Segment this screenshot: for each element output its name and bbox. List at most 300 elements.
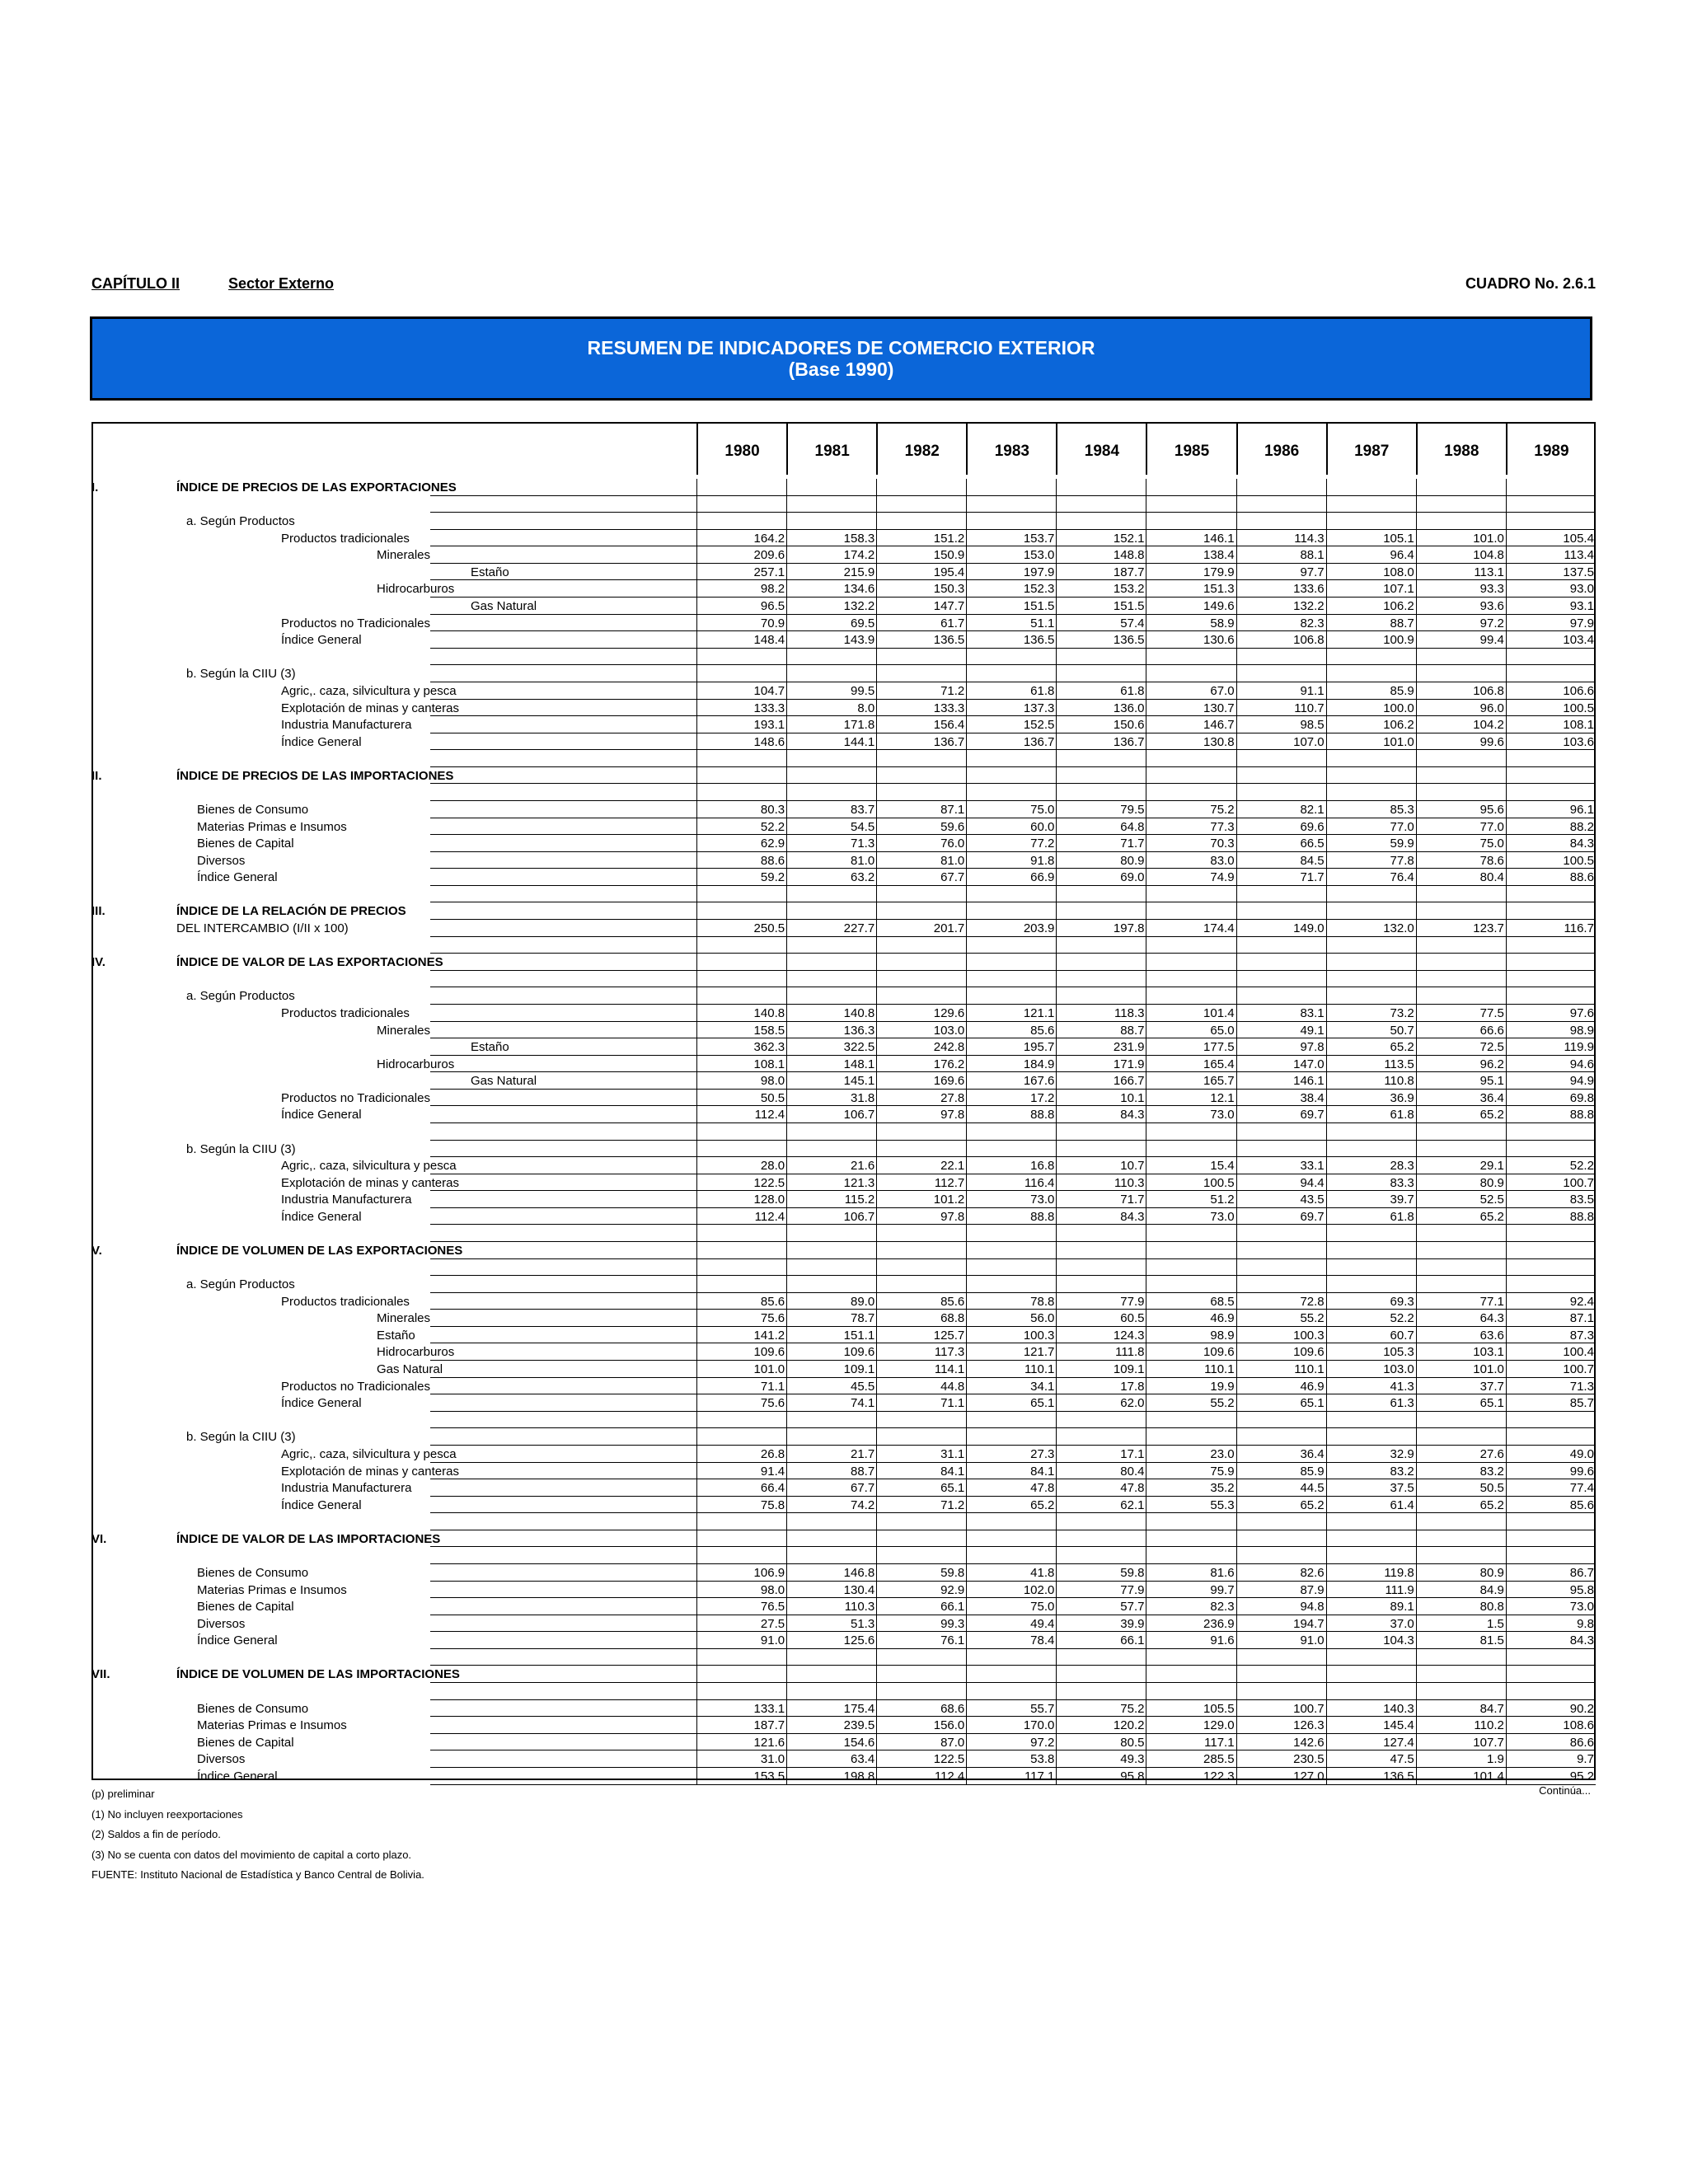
table-cell [876,767,966,785]
table-cell: 109.6 [696,1343,786,1361]
table-cell: 59.2 [696,869,786,886]
table-cell: 28.3 [1326,1157,1416,1174]
row-label: Productos no Tradicionales [281,1090,430,1105]
row-label: Índice General [281,734,362,749]
table-cell: 19.9 [1146,1378,1236,1395]
table-cell [876,1513,966,1530]
table-cell: 136.5 [1056,631,1146,649]
value-cells [696,1412,1596,1429]
table-cell [876,649,966,666]
table-cell: 77.0 [1416,818,1506,836]
table-cell [1416,987,1506,1005]
table-cell: 148.8 [1056,546,1146,564]
table-cell: 77.3 [1146,818,1236,836]
row-label: Índice General [281,1497,362,1512]
table-cell [1416,937,1506,954]
table-cell: 110.1 [1236,1361,1326,1378]
table-cell: 87.1 [1506,1310,1596,1327]
table-cell [1146,513,1236,530]
row-label: Estaño [471,565,509,579]
table-cell: 77.4 [1506,1479,1596,1497]
table-cell: 231.9 [1056,1038,1146,1056]
table-cell: 88.6 [1506,869,1596,886]
table-cell: 39.9 [1056,1615,1146,1633]
table-cell: 49.0 [1506,1446,1596,1463]
value-cells [696,767,1596,785]
table-cell [1146,954,1236,971]
table-cell [1326,1123,1416,1141]
table-cell: 137.3 [966,700,1056,717]
table-cell: 110.8 [1326,1072,1416,1090]
table-cell [786,902,876,920]
year-header: 1989 [1506,422,1596,475]
table-cell: 115.2 [786,1191,876,1208]
table-cell [786,971,876,988]
value-cells [696,1343,1596,1361]
table-cell: 59.9 [1326,835,1416,852]
table-cell: 61.7 [876,615,966,632]
table-cell [1236,1123,1326,1141]
table-cell: 71.2 [876,682,966,700]
table-cell: 84.3 [1506,1632,1596,1649]
row-label: Diversos [197,1616,246,1631]
table-cell: 21.7 [786,1446,876,1463]
value-cells [696,1174,1596,1192]
table-cell [966,1276,1056,1293]
table-cell [876,513,966,530]
table-row [91,1428,1596,1446]
table-cell [786,496,876,513]
table-cell: 83.0 [1146,852,1236,869]
table-cell [696,1683,786,1700]
value-cells [696,1750,1596,1768]
value-cells [696,1225,1596,1242]
table-cell [786,1276,876,1293]
table-cell: 151.5 [966,598,1056,615]
table-cell: 47.8 [966,1479,1056,1497]
table-cell: 50.7 [1326,1022,1416,1039]
table-cell: 66.9 [966,869,1056,886]
row-label: Bienes de Consumo [197,802,309,817]
table-cell [1146,1242,1236,1259]
table-cell: 44.8 [876,1378,966,1395]
table-cell: 52.2 [1506,1157,1596,1174]
table-cell [786,954,876,971]
table-cell: 72.8 [1236,1293,1326,1310]
table-cell [786,1547,876,1564]
table-cell [1416,496,1506,513]
value-cells [696,1276,1596,1293]
table-cell: 81.5 [1416,1632,1506,1649]
table-row [91,649,1596,666]
row-label: Índice General [197,1769,278,1783]
table-cell: 95.2 [1506,1768,1596,1785]
table-cell: 93.3 [1416,580,1506,598]
table-row [91,1056,1596,1073]
table-cell [1506,750,1596,767]
table-cell [966,649,1056,666]
row-label: Índice General [281,1108,362,1122]
table-cell: 116.4 [966,1174,1056,1192]
table-cell: 85.6 [1506,1497,1596,1514]
value-cells [696,1564,1596,1582]
table-cell [966,665,1056,682]
table-cell [1506,971,1596,988]
table-cell [1146,902,1236,920]
row-label: a. Según Productos [186,1277,295,1292]
table-cell [1056,784,1146,801]
table-cell: 144.1 [786,733,876,751]
table-cell: 107.0 [1236,733,1326,751]
table-cell: 9.7 [1506,1750,1596,1768]
row-label: DEL INTERCAMBIO (I/II x 100) [176,921,349,936]
table-cell [1056,987,1146,1005]
table-cell: 76.1 [876,1632,966,1649]
table-cell: 93.1 [1506,598,1596,615]
row-label: Agric,. caza, silvicultura y pesca [281,683,457,698]
table-cell: 23.0 [1146,1446,1236,1463]
table-cell: 12.1 [1146,1090,1236,1107]
table-cell [786,886,876,903]
table-row [91,1649,1596,1666]
table-cell: 83.3 [1326,1174,1416,1192]
table-cell: 103.6 [1506,733,1596,751]
value-cells [696,1378,1596,1395]
table-cell: 54.5 [786,818,876,836]
value-cells [696,1208,1596,1226]
table-cell [786,665,876,682]
table-cell [876,1242,966,1259]
table-cell: 73.2 [1326,1005,1416,1022]
table-row [91,1530,1596,1548]
table-cell [1146,649,1236,666]
table-cell: 146.1 [1146,530,1236,547]
table-cell: 132.0 [1326,920,1416,937]
section-title: ÍNDICE DE PRECIOS DE LAS IMPORTACIONES [176,768,454,783]
table-cell: 179.9 [1146,564,1236,581]
table-cell: 66.4 [696,1479,786,1497]
table-cell [1146,937,1236,954]
table-cell: 89.0 [786,1293,876,1310]
table-cell: 87.0 [876,1734,966,1751]
value-cells [696,987,1596,1005]
table-cell: 98.5 [1236,716,1326,733]
section-number: II. [91,768,102,783]
table-cell [966,750,1056,767]
table-cell [1056,513,1146,530]
table-cell [1236,513,1326,530]
table-cell: 112.4 [696,1106,786,1123]
table-cell: 152.1 [1056,530,1146,547]
table-cell [1326,1428,1416,1446]
table-row [91,954,1596,971]
table-cell: 70.3 [1146,835,1236,852]
table-cell: 69.8 [1506,1090,1596,1107]
table-cell [1416,767,1506,785]
table-row [91,513,1596,530]
table-cell: 73.0 [1506,1598,1596,1615]
table-cell: 97.7 [1236,564,1326,581]
table-cell: 87.9 [1236,1582,1326,1599]
value-cells [696,1072,1596,1090]
table-cell: 96.5 [696,598,786,615]
table-cell: 17.8 [1056,1378,1146,1395]
data-table-body [91,479,1596,1785]
table-cell: 47.8 [1056,1479,1146,1497]
table-row [91,1513,1596,1530]
table-cell: 100.7 [1506,1174,1596,1192]
table-cell: 209.6 [696,546,786,564]
table-cell: 77.9 [1056,1293,1146,1310]
table-cell: 88.7 [1326,615,1416,632]
table-row [91,1242,1596,1259]
table-cell [1416,1428,1506,1446]
row-label: Productos tradicionales [281,531,410,546]
table-cell: 55.3 [1146,1497,1236,1514]
table-cell [1056,1666,1146,1683]
table-cell: 59.6 [876,818,966,836]
table-cell: 108.1 [1506,716,1596,733]
table-cell [876,1259,966,1277]
table-cell: 8.0 [786,700,876,717]
value-cells [696,886,1596,903]
table-row [91,920,1596,937]
row-label: Materias Primas e Insumos [197,1718,347,1733]
row-label: Gas Natural [471,1074,537,1089]
table-cell: 84.1 [876,1463,966,1480]
section-title: ÍNDICE DE PRECIOS DE LAS EXPORTACIONES [176,480,457,494]
table-cell: 50.5 [1416,1479,1506,1497]
table-cell [1506,1276,1596,1293]
table-cell [1146,1259,1236,1277]
year-header: 1988 [1416,422,1506,475]
table-cell: 158.3 [786,530,876,547]
table-cell [966,902,1056,920]
table-cell [1506,496,1596,513]
table-cell [696,1141,786,1158]
table-cell: 93.0 [1506,580,1596,598]
table-cell: 78.6 [1416,852,1506,869]
table-cell: 76.0 [876,835,966,852]
value-cells [696,1513,1596,1530]
table-cell: 111.8 [1056,1343,1146,1361]
table-cell: 119.9 [1506,1038,1596,1056]
table-cell: 95.8 [1506,1582,1596,1599]
year-header: 1986 [1236,422,1326,475]
table-cell: 89.1 [1326,1598,1416,1615]
table-cell [696,665,786,682]
table-cell [1326,1530,1416,1548]
table-cell [1416,1666,1506,1683]
table-cell: 322.5 [786,1038,876,1056]
table-cell: 74.9 [1146,869,1236,886]
table-cell [1506,1428,1596,1446]
table-cell: 102.0 [966,1582,1056,1599]
row-label: Minerales [377,548,431,563]
table-cell: 69.5 [786,615,876,632]
table-row [91,1123,1596,1141]
table-cell [696,954,786,971]
table-cell [876,954,966,971]
table-cell: 134.6 [786,580,876,598]
table-cell: 113.4 [1506,546,1596,564]
value-cells [696,1446,1596,1463]
table-cell [1326,902,1416,920]
table-cell: 27.5 [696,1615,786,1633]
table-cell [1146,1276,1236,1293]
table-cell: 96.4 [1326,546,1416,564]
table-cell: 90.2 [1506,1700,1596,1718]
section-number: III. [91,904,106,919]
row-label: Explotación de minas y canteras [281,701,459,715]
table-cell [1326,937,1416,954]
table-cell: 66.5 [1236,835,1326,852]
table-cell [966,496,1056,513]
value-cells [696,1141,1596,1158]
table-cell: 99.5 [786,682,876,700]
row-label: Índice General [281,1209,362,1224]
table-cell: 116.7 [1506,920,1596,937]
table-cell: 98.9 [1506,1022,1596,1039]
table-cell [1506,1666,1596,1683]
table-cell: 103.4 [1506,631,1596,649]
value-cells [696,1632,1596,1649]
table-cell: 67.7 [876,869,966,886]
table-cell [1326,513,1416,530]
table-cell: 106.2 [1326,716,1416,733]
table-cell [696,479,786,496]
table-cell: 65.2 [1416,1208,1506,1226]
table-cell: 122.5 [696,1174,786,1192]
table-row [91,987,1596,1005]
value-cells [696,1327,1596,1344]
table-cell [696,649,786,666]
table-cell: 101.0 [696,1361,786,1378]
value-cells [696,546,1596,564]
table-cell: 104.3 [1326,1632,1416,1649]
value-cells [696,902,1596,920]
table-cell [1326,1242,1416,1259]
table-cell: 105.4 [1506,530,1596,547]
table-cell [1506,1513,1596,1530]
table-cell: 106.7 [786,1208,876,1226]
table-cell [1416,1259,1506,1277]
table-cell [876,1141,966,1158]
table-cell: 15.4 [1146,1157,1236,1174]
table-cell: 150.9 [876,546,966,564]
table-cell [1416,1547,1506,1564]
table-cell [1326,750,1416,767]
table-cell: 112.7 [876,1174,966,1192]
table-cell: 75.6 [696,1394,786,1412]
table-cell [1416,1513,1506,1530]
table-title: RESUMEN DE INDICADORES DE COMERCIO EXTERIOR [587,337,1095,359]
table-cell [1236,649,1326,666]
table-cell: 106.6 [1506,682,1596,700]
table-cell [1236,1225,1326,1242]
table-cell: 125.7 [876,1327,966,1344]
table-cell: 87.1 [876,801,966,818]
table-cell [696,1666,786,1683]
table-cell: 82.3 [1236,615,1326,632]
table-cell [1146,1666,1236,1683]
value-cells [696,750,1596,767]
value-cells [696,1038,1596,1056]
table-cell: 106.8 [1416,682,1506,700]
table-cell [1236,987,1326,1005]
table-cell [876,987,966,1005]
table-cell [966,479,1056,496]
table-cell [786,1683,876,1700]
table-cell: 51.1 [966,615,1056,632]
row-label: Bienes de Capital [197,1600,294,1615]
table-cell [1326,971,1416,988]
table-cell: 242.8 [876,1038,966,1056]
table-cell: 65.1 [966,1394,1056,1412]
table-cell [966,1649,1056,1666]
row-label: Estaño [377,1328,415,1343]
table-row [91,615,1596,632]
table-cell: 110.1 [966,1361,1056,1378]
table-cell [1506,1412,1596,1429]
table-cell [1506,649,1596,666]
table-cell [966,1225,1056,1242]
value-cells [696,665,1596,682]
table-cell [1056,937,1146,954]
table-cell [1326,1276,1416,1293]
table-cell: 77.0 [1326,818,1416,836]
value-cells [696,513,1596,530]
table-cell [1416,750,1506,767]
table-cell: 103.1 [1416,1343,1506,1361]
value-cells [696,1530,1596,1548]
table-cell: 136.5 [1326,1768,1416,1785]
table-cell [1326,1412,1416,1429]
table-row [91,1327,1596,1344]
table-cell: 78.8 [966,1293,1056,1310]
table-cell: 83.2 [1416,1463,1506,1480]
table-cell [1236,886,1326,903]
table-cell [876,886,966,903]
table-cell [1326,1547,1416,1564]
table-cell: 76.5 [696,1598,786,1615]
section-number: VI. [91,1531,107,1546]
table-row [91,1734,1596,1751]
table-cell: 78.4 [966,1632,1056,1649]
table-cell: 108.0 [1326,564,1416,581]
table-row [91,767,1596,785]
table-cell: 26.8 [696,1446,786,1463]
table-cell: 65.2 [1236,1497,1326,1514]
table-cell [966,784,1056,801]
table-cell [966,1513,1056,1530]
table-cell: 136.3 [786,1022,876,1039]
table-row [91,546,1596,564]
table-cell: 83.7 [786,801,876,818]
table-cell [1236,1666,1326,1683]
table-cell [876,496,966,513]
table-cell: 96.1 [1506,801,1596,818]
table-cell [1056,1547,1146,1564]
table-cell: 114.3 [1236,530,1326,547]
table-cell [1326,987,1416,1005]
table-cell: 91.0 [1236,1632,1326,1649]
table-row [91,1293,1596,1310]
table-cell: 97.8 [876,1106,966,1123]
table-cell: 151.5 [1056,598,1146,615]
table-cell [1146,1547,1236,1564]
table-cell [1056,902,1146,920]
